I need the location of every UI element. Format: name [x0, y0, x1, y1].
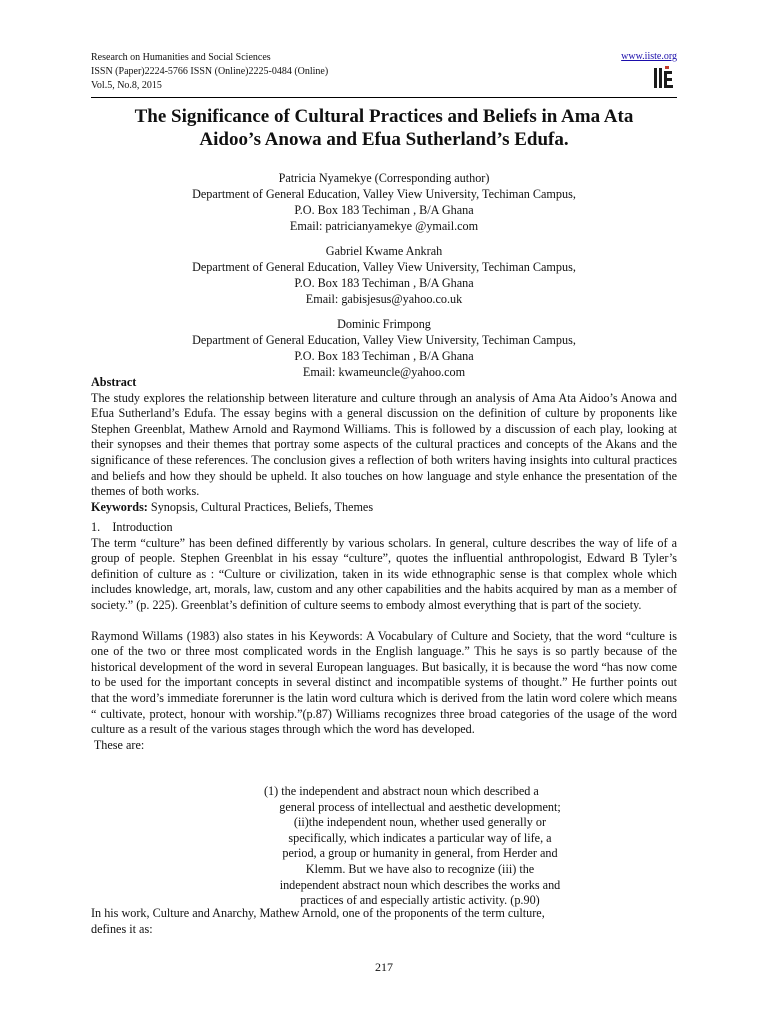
journal-url-link[interactable]: www.iiste.org: [621, 51, 677, 62]
page-number: 217: [375, 960, 393, 974]
introduction-paragraph-1: The term “culture” has been defined differently by various scholars. In general, culture describes the way of life of a group of people. Stephen Greenblat in his essay “culture”, quotes the influential anthropologist, Edward B Tyler’s definition of culture as : “Culture or civilization, taken in its wide ethnographic sense is that complex whole which includes knowledge, art, morals, law, custom and any other capabilities and the habits acquired by man as a member of society.” (p. 225). Greenblat’s definition of culture seems to embody almost everything that is part of the society.: [91, 535, 677, 612]
quote-line: independent abstract noun which describes the works and: [279, 877, 561, 892]
arnold-line-2: defines it as:: [91, 921, 153, 936]
title-line-1: The Significance of Cultural Practices and Beliefs in Ama Ata: [134, 106, 634, 127]
williams-quote: [264, 784, 576, 909]
quote-line: period, a group or humanity in general, from Herder and: [282, 846, 558, 861]
journal-name: Research on Humanities and Social Sciences: [91, 52, 271, 63]
introduction-paragraph-2: Raymond Willams (1983) also states in his Keywords: A Vocabulary of Culture and Society, that the word “culture is one of the two or three most complicated words in the English language.” This he says is so partly because of the historical development of the word in several European languages. But basically, it is because the word “has now come to be used for the important concepts in several distinct and incompatible systems of thought.” He further points out that the word’s immediate forerunner is the latin word cultura which is derived from the latin word colere which means “ cultivate, protect, honour with worship.”(p.87) Williams recognizes three broad categories of the usage of the word culture as a result of the various stages through which the word has developed.: [91, 628, 677, 737]
author-block-2: [91, 243, 677, 307]
quote-line: specifically, which indicates a particular way of life, a: [288, 830, 552, 845]
abstract-heading: Abstract: [91, 375, 137, 389]
iiste-logo-icon: [652, 65, 676, 91]
quote-line: (1) the independent and abstract noun which described a: [264, 784, 539, 798]
quote-line: general process of intellectual and aesthetic development;: [279, 799, 561, 814]
keywords-label: Keywords:: [91, 499, 148, 514]
author-email: Email: gabisjesus@yahoo.co.uk: [305, 292, 463, 306]
abstract-text: The study explores the relationship between literature and culture through an analysis of Ama Ata Aidoo’s Anowa and Efua Sutherland’s Edufa. The essay begins with a general discussion on the definition of culture by proponents like Stephen Greenblat, Mathew Arnold and Raymond Williams. This is followed by a discussion of each play, looking at their synopses and their themes that portray some aspects of the cultural practices and concepts of the Akans and the significance of these references. The conclusion gives a reflection of both writers having insights into cultural practices and beliefs and how they should be upheld. It also touches on how language and style enhance the presentation of the themes of both works.: [91, 390, 677, 499]
author-block-1: [91, 170, 677, 234]
author-address: P.O. Box 183 Techiman , B/A Ghana: [294, 203, 474, 217]
author-department: Department of General Education, Valley View University, Techiman Campus,: [192, 260, 576, 274]
title-line-2: Aidoo’s Anowa and Efua Sutherland’s Edufa.: [199, 129, 569, 150]
quote-line: (ii)the independent noun, whether used generally or: [293, 815, 547, 830]
quote-line: practices of and especially artistic activity. (p.90): [300, 893, 540, 908]
author-name: Patricia Nyamekye (Corresponding author): [278, 171, 490, 185]
author-email: Email: patricianyamekye @ymail.com: [289, 219, 479, 233]
author-email: Email: kwameuncle@yahoo.com: [302, 365, 466, 379]
header-divider: [91, 97, 677, 98]
paper-title: [80, 105, 688, 151]
these-are-line: These are:: [91, 737, 145, 752]
keywords-line: [91, 500, 677, 516]
arnold-line-1: In his work, Culture and Anarchy, Mathew Arnold, one of the proponents of the term culture,: [91, 906, 545, 920]
introduction-paragraph-3: [91, 906, 677, 937]
issn-line: ISSN (Paper)2224-5766 ISSN (Online)2225-0484 (Online): [91, 66, 329, 77]
author-name: Gabriel Kwame Ankrah: [325, 244, 443, 258]
author-name: Dominic Frimpong: [337, 317, 431, 331]
quote-line: Klemm. But we have also to recognize (iii) the: [305, 861, 535, 876]
author-block-3: [91, 316, 677, 380]
introduction-heading: 1. Introduction: [91, 520, 173, 534]
volume-line: Vol.5, No.8, 2015: [91, 80, 162, 91]
author-address: P.O. Box 183 Techiman , B/A Ghana: [294, 276, 474, 290]
introduction-section: [91, 520, 677, 753]
author-address: P.O. Box 183 Techiman , B/A Ghana: [294, 349, 474, 363]
author-department: Department of General Education, Valley View University, Techiman Campus,: [192, 187, 576, 201]
keywords-text: Synopsis, Cultural Practices, Beliefs, Themes: [147, 499, 374, 514]
author-department: Department of General Education, Valley View University, Techiman Campus,: [192, 333, 576, 347]
abstract-section: [91, 375, 677, 515]
